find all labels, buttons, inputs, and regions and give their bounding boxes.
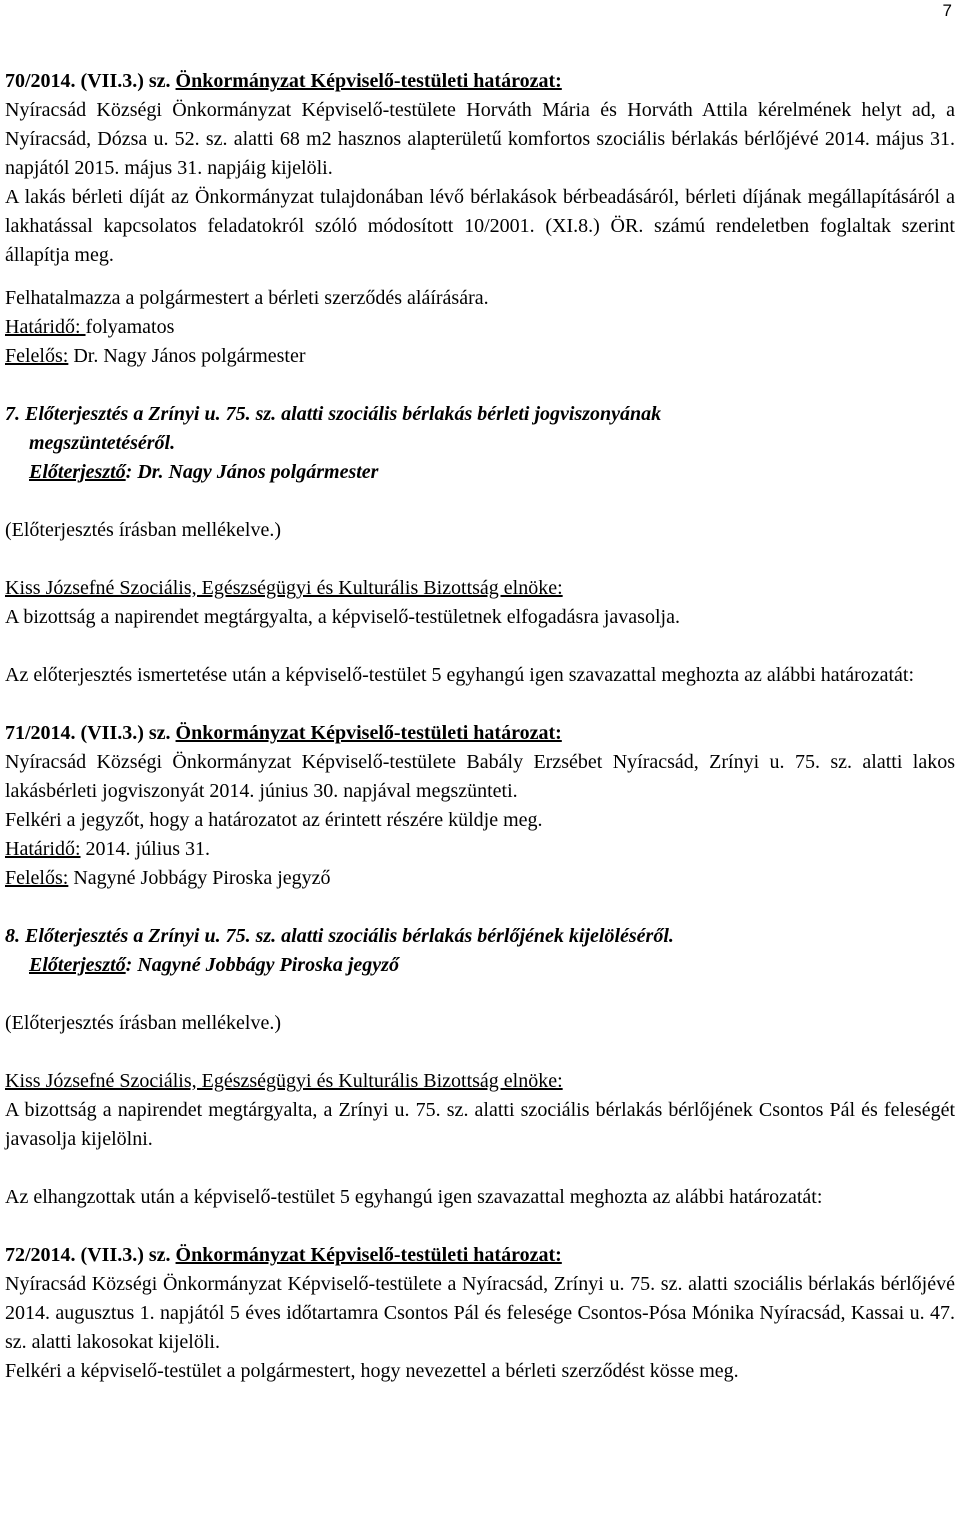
resolution-72-heading: [5, 1241, 955, 1270]
agenda-item-8-committee-label: Kiss Józsefné Szociális, Egészségügyi és Kulturális Bizottság elnöke:: [5, 1070, 563, 1092]
deadline-label: Határidő:: [5, 316, 86, 338]
agenda-item-7-presenter: [5, 458, 955, 487]
page-number: 7: [942, 1, 952, 20]
resolution-71-title: Önkormányzat Képviselő-testületi határozat:: [175, 722, 562, 744]
resolution-72-title: Önkormányzat Képviselő-testületi határozat:: [175, 1244, 562, 1266]
agenda-item-7-committee-text: A bizottság a napirendet megtárgyalta, a képviselő-testületnek elfogadásra javasolja.: [5, 606, 680, 628]
presenter-value: : Nagyné Jobbágy Piroska jegyző: [125, 954, 399, 976]
responsible-value: Dr. Nagy János polgármester: [68, 345, 306, 367]
agenda-item-8-vote: Az elhangzottak után a képviselő-testület 5 egyhangú igen szavazattal meghozta az alábbi határozatát:: [5, 1186, 823, 1208]
presenter-label: Előterjesztő: [29, 461, 126, 483]
resolution-70-number: 70/2014. (VII.3.) sz.: [5, 70, 171, 92]
document-body: [5, 67, 955, 1386]
resolution-70-title: Önkormányzat Képviselő-testületi határozat:: [175, 70, 562, 92]
deadline-value: folyamatos: [85, 316, 175, 338]
agenda-item-7-title: 7. Előterjesztés a Zrínyi u. 75. sz. alatti szociális bérlakás bérleti jogviszonyának: [5, 403, 662, 425]
agenda-item-8-attachment: (Előterjesztés írásban mellékelve.): [5, 1012, 281, 1034]
resolution-70-deadline: [5, 313, 955, 342]
resolution-72-text-2: Felkéri a képviselő-testület a polgármestert, hogy nevezettel a bérleti szerződést kösse meg.: [5, 1360, 739, 1382]
resolution-70-text-1: Nyíracsád Községi Önkormányzat Képviselő-testülete Horváth Mária és Horváth Attila kérelmének helyt ad, a Nyíracsád, Dózsa u. 52. sz. alatti 68 m2 hasznos alapterületű komfortos szociális bérlakás bérlőjévé 2014. május 31. napjától 2015. május 31. napjáig kijelöli.: [5, 99, 955, 179]
agenda-item-8-presenter: [5, 951, 955, 980]
resolution-71-text-1: Nyíracsád Községi Önkormányzat Képviselő-testülete Babály Erzsébet Nyíracsád, Zrínyi u. 75. sz. alatti lakos lakásbérleti jogviszonyát 2014. június 30. napjával megszünteti.: [5, 751, 955, 802]
presenter-label: Előterjesztő: [29, 954, 126, 976]
resolution-70-text-2: A lakás bérleti díját az Önkormányzat tulajdonában lévő bérlakások bérbeadásáról, bérleti díjának megállapításáról a lakhatással kapcsolatos feladatokról szóló módosított 10/2001. (XI.8.) ÖR. számú rendeletben foglaltak szerint állapítja meg.: [5, 186, 955, 266]
responsible-label: Felelős:: [5, 867, 69, 889]
resolution-71-responsible: [5, 864, 955, 893]
agenda-item-7-attachment: (Előterjesztés írásban mellékelve.): [5, 519, 281, 541]
agenda-item-8-title: 8. Előterjesztés a Zrínyi u. 75. sz. alatti szociális bérlakás bérlőjének kijelöléséről.: [5, 925, 674, 947]
agenda-item-8-committee-text: A bizottság a napirendet megtárgyalta, a Zrínyi u. 75. sz. alatti szociális bérlakás bérlőjének Csontos Pál és feleségét javasolja kijelölni.: [5, 1099, 955, 1150]
agenda-item-7-committee-label: Kiss Józsefné Szociális, Egészségügyi és Kulturális Bizottság elnöke:: [5, 577, 563, 599]
deadline-value: 2014. július 31.: [80, 838, 210, 860]
resolution-72-text-1: Nyíracsád Községi Önkormányzat Képviselő-testülete a Nyíracsád, Zrínyi u. 75. sz. alatti szociális bérlakás bérlőjévé 2014. augusztus 1. napjától 5 éves időtartamra Csontos Pál és felesége Csontos-Pósa Mónika Nyíracsád, Kassai u. 47. sz. alatti lakosokat kijelöli.: [5, 1273, 955, 1353]
presenter-value: : Dr. Nagy János polgármester: [125, 461, 379, 483]
deadline-label: Határidő:: [5, 838, 81, 860]
resolution-71-deadline: [5, 835, 955, 864]
resolution-71-heading: [5, 719, 955, 748]
resolution-72-number: 72/2014. (VII.3.) sz.: [5, 1244, 171, 1266]
resolution-71-text-2: Felkéri a jegyzőt, hogy a határozatot az érintett részére küldje meg.: [5, 809, 543, 831]
resolution-70-text-3: Felhatalmazza a polgármestert a bérleti szerződés aláírására.: [5, 287, 489, 309]
resolution-70-responsible: [5, 342, 955, 371]
responsible-label: Felelős:: [5, 345, 69, 367]
agenda-item-7-title-cont: megszüntetéséről.: [29, 432, 176, 454]
agenda-item-7-vote: Az előterjesztés ismertetése után a képviselő-testület 5 egyhangú igen szavazattal meghozta az alábbi határozatát:: [5, 664, 915, 686]
responsible-value: Nagyné Jobbágy Piroska jegyző: [68, 867, 331, 889]
resolution-70-heading: [5, 67, 955, 96]
resolution-71-number: 71/2014. (VII.3.) sz.: [5, 722, 171, 744]
